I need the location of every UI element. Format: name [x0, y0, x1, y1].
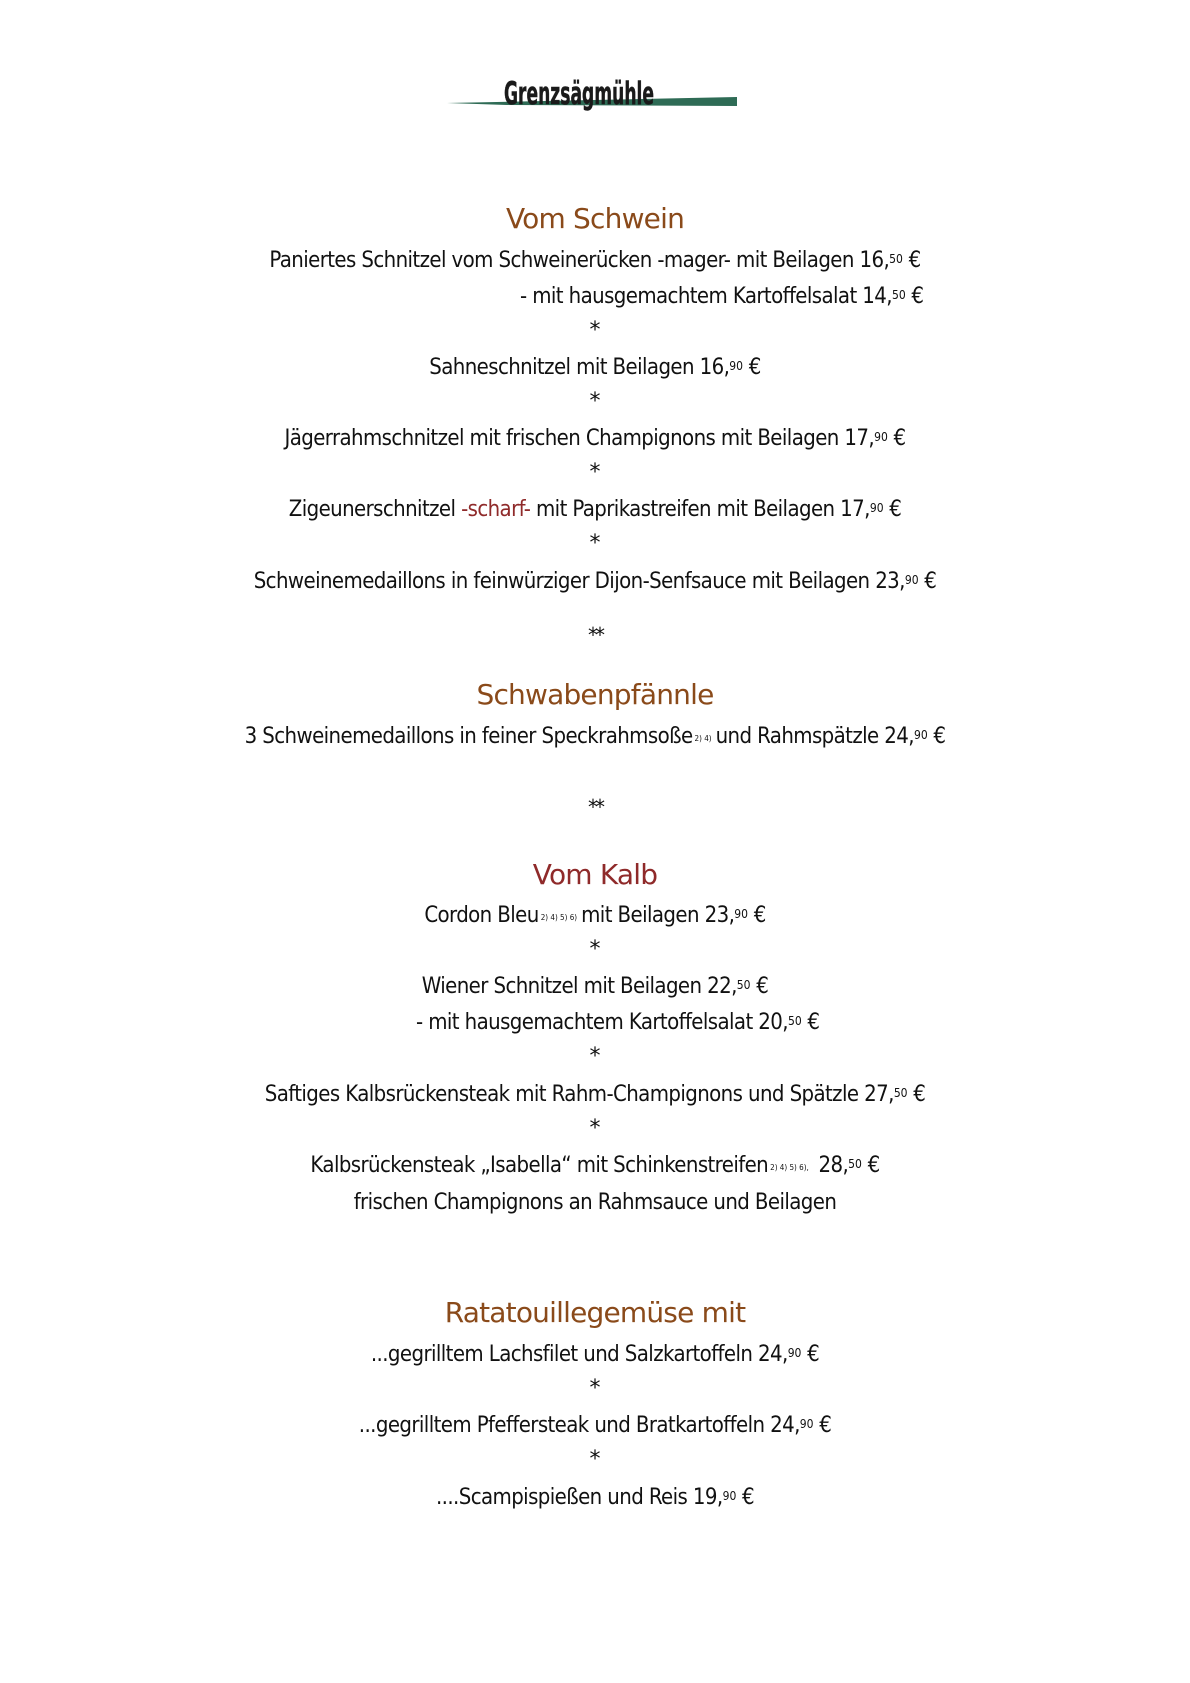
separator-star: *	[589, 531, 601, 556]
menu-item-continued: frischen Champignons an Rahmsauce und Beilagen	[353, 1190, 837, 1215]
allergen-codes: 2) 4)	[694, 734, 712, 743]
separator-star: *	[589, 1044, 601, 1069]
logo-graphic	[447, 70, 737, 130]
menu-item-variant: - mit hausgemachtem Kartoffelsalat 20,50 €	[416, 1010, 820, 1035]
separator-star: *	[589, 1116, 601, 1141]
separator-star: *	[589, 460, 601, 485]
separator-star: *	[589, 1447, 601, 1472]
separator-star: *	[589, 389, 601, 414]
separator-star: *	[589, 1376, 601, 1401]
separator-star: *	[589, 937, 601, 962]
section-title-ratatouille: Ratatouillegemüse mit	[444, 1296, 746, 1329]
menu-item: Zigeunerschnitzel -scharf- mit Paprikastreifen mit Beilagen 17,90 €	[288, 497, 902, 522]
menu-item: ...gegrilltem Pfeffersteak und Bratkartoffeln 24,90 €	[358, 1413, 832, 1438]
section-title-kalb: Vom Kalb	[532, 858, 658, 891]
section-divider: **	[588, 623, 602, 647]
menu-item: Paniertes Schnitzel vom Schweinerücken -mager- mit Beilagen 16,50 €	[269, 248, 921, 273]
menu-item: ...gegrilltem Lachsfilet und Salzkartoffeln 24,90 €	[370, 1342, 820, 1367]
menu-item: ....Scampispießen und Reis 19,90 €	[436, 1485, 754, 1510]
section-title-schwein: Vom Schwein	[505, 202, 685, 235]
restaurant-logo	[447, 70, 737, 130]
section-title-pfaennle: Schwabenpfännle	[476, 678, 714, 711]
section-divider: **	[588, 795, 602, 819]
menu-item: Cordon Bleu $^{2) 4) 5) 6)}$ mit Beilagen 23,90 €	[424, 903, 766, 928]
menu-item: Jägerrahmschnitzel mit frischen Champignons mit Beilagen 17,90 €	[284, 426, 906, 451]
allergen-codes: 2) 4) 5) 6)	[540, 913, 578, 922]
menu-item: Wiener Schnitzel mit Beilagen 22,50 €	[421, 974, 769, 999]
allergen-codes: 2) 4) 5) 6),	[770, 1163, 809, 1172]
menu-item: Saftiges Kalbsrückensteak mit Rahm-Champignons und Spätzle 27,50 €	[264, 1082, 926, 1107]
logo-text: Grenzsägmühle	[504, 76, 654, 112]
menu-item-variant: - mit hausgemachtem Kartoffelsalat 14,50 €	[520, 284, 924, 309]
menu-item: Schweinemedaillons in feinwürziger Dijon-Senfsauce mit Beilagen 23,90 €	[253, 569, 937, 594]
spicy-label: -scharf-	[461, 497, 531, 522]
menu-item: Kalbsrückensteak „Isabella“ mit Schinkenstreifen $^{2) 4) 5) 6),}$ 28,50 €	[310, 1153, 880, 1178]
menu-item: Sahneschnitzel mit Beilagen 16,90 €	[429, 355, 761, 380]
menu-item: 3 Schweinemedaillons in feiner Speckrahmsoße $^{2) 4)}$ und Rahmspätzle 24,90 €	[244, 724, 946, 749]
separator-star: *	[589, 318, 601, 343]
